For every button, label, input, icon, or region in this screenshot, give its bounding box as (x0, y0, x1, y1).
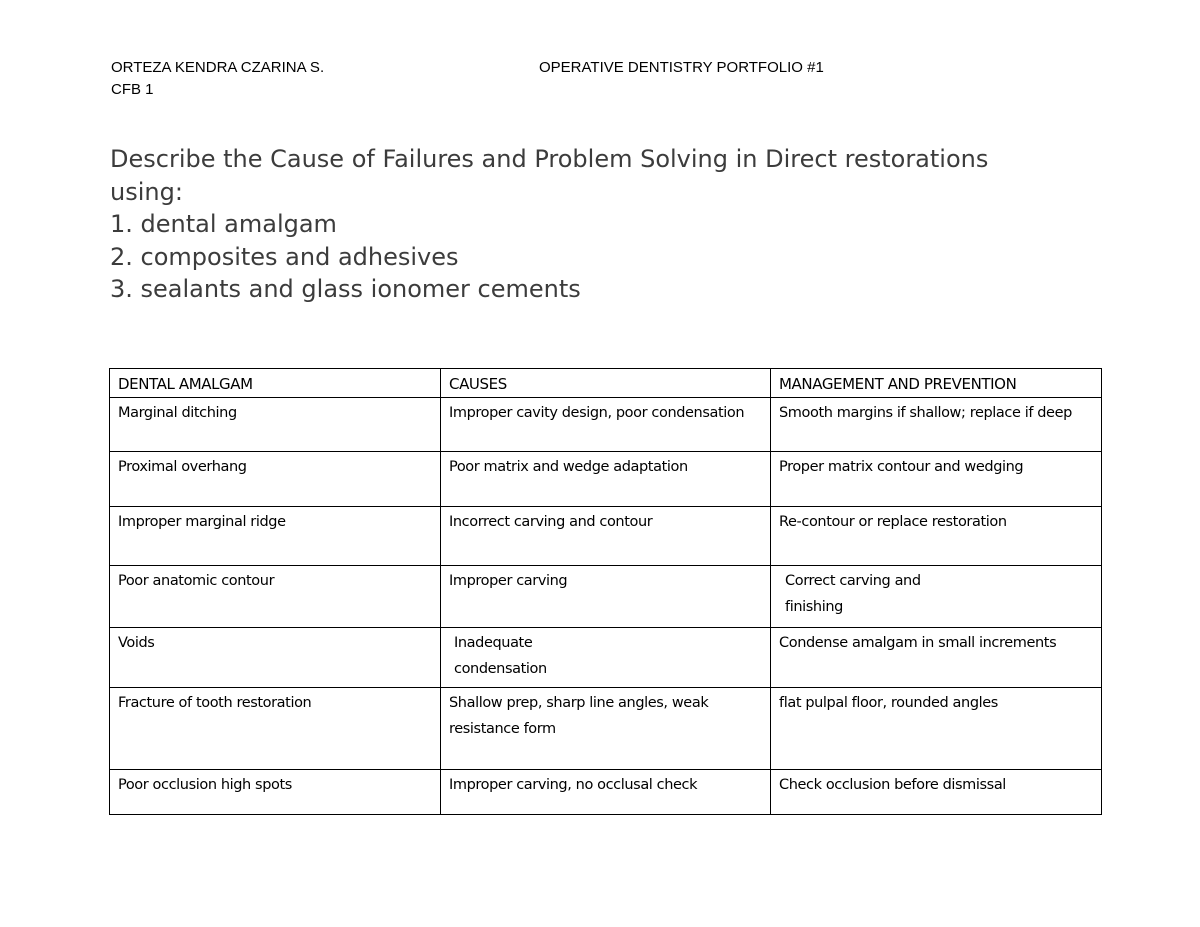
management-cell: Smooth margins if shallow; replace if deep (771, 398, 1102, 452)
prompt-line-2: using: (110, 177, 183, 206)
failure-cell: Fracture of tooth restoration (110, 688, 441, 770)
management-cell: Condense amalgam in small increments (771, 628, 1102, 688)
prompt-item-2: 2. composites and adhesives (110, 242, 459, 271)
table-row (110, 398, 1102, 452)
failure-cell: Marginal ditching (110, 398, 441, 452)
cause-text: Shallow prep, sharp line angles, weak resistance form (449, 695, 709, 737)
cause-cell (441, 688, 771, 770)
management-cell: Re-contour or replace restoration (771, 507, 1102, 566)
assignment-prompt (110, 143, 1110, 306)
failure-cell: Poor occlusion high spots (110, 770, 441, 815)
prompt-line-1: Describe the Cause of Failures and Problem Solving in Direct restorations (110, 145, 989, 173)
table-row (110, 452, 1102, 507)
failure-cell: Improper marginal ridge (110, 507, 441, 566)
prompt-item-1: 1. dental amalgam (110, 210, 337, 238)
cause-cell: Incorrect carving and contour (441, 507, 771, 566)
failure-cell: Voids (110, 628, 441, 688)
header-causes: CAUSES (441, 369, 771, 398)
management-cell (771, 566, 1102, 628)
table-row (110, 688, 1102, 770)
cause-cell: Poor matrix and wedge adaptation (441, 452, 771, 507)
table-header-row (110, 369, 1102, 398)
failure-cell: Poor anatomic contour (110, 566, 441, 628)
student-name: ORTEZA KENDRA CZARINA S. (111, 59, 325, 76)
management-cell: Check occlusion before dismissal (771, 770, 1102, 815)
failures-table (109, 368, 1102, 815)
cause-text: Inadequate condensation (454, 635, 547, 677)
section-label: CFB 1 (111, 81, 154, 98)
header-dental-amalgam: DENTAL AMALGAM (110, 369, 441, 398)
management-cell: Proper matrix contour and wedging (771, 452, 1102, 507)
cause-cell: Improper carving (441, 566, 771, 628)
portfolio-title: OPERATIVE DENTISTRY PORTFOLIO #1 (539, 59, 824, 76)
student-info (111, 57, 324, 101)
cause-cell: Improper carving, no occlusal check (441, 770, 771, 815)
table-row (110, 566, 1102, 628)
table-row (110, 507, 1102, 566)
header-management-prevention: MANAGEMENT AND PREVENTION (771, 369, 1102, 398)
management-cell: flat pulpal floor, rounded angles (771, 688, 1102, 770)
management-text: Correct carving and finishing (785, 573, 921, 615)
cause-cell (441, 628, 771, 688)
prompt-item-3: 3. sealants and glass ionomer cements (110, 275, 581, 303)
cause-cell: Improper cavity design, poor condensation (441, 398, 771, 452)
table-row (110, 628, 1102, 688)
failure-cell: Proximal overhang (110, 452, 441, 507)
table-row (110, 770, 1102, 815)
